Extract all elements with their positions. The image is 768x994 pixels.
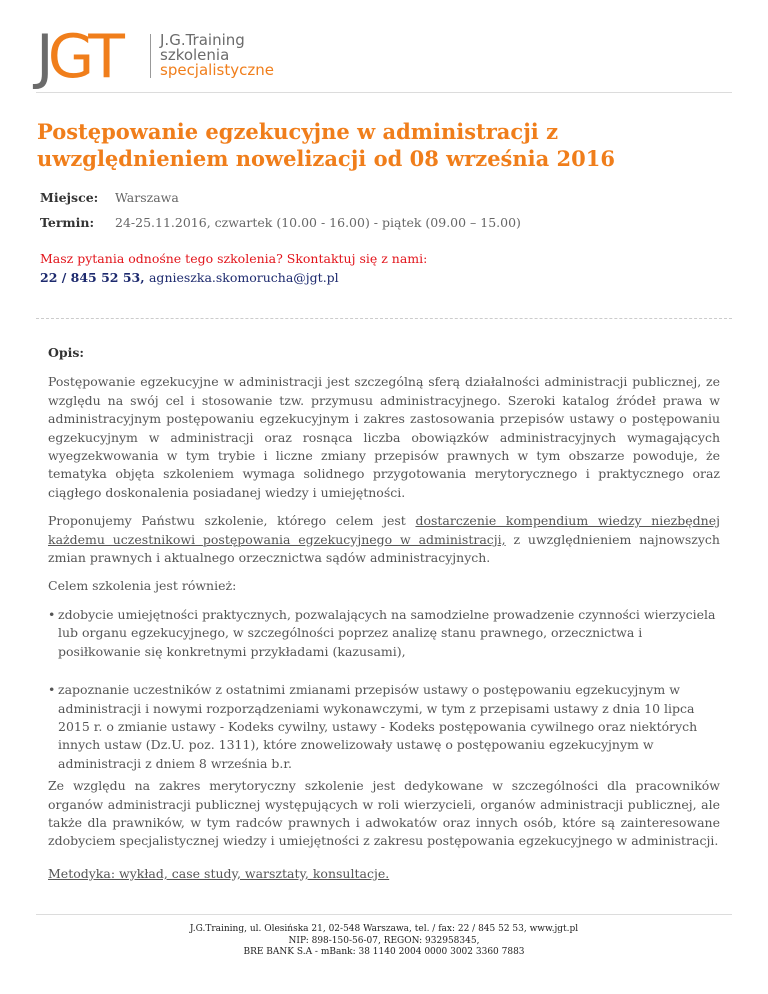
logo-text-brand: J.G.Training xyxy=(160,31,245,49)
methodology: Metodyka: wykład, case study, warsztaty, konsultacje. xyxy=(48,865,390,881)
header-divider xyxy=(36,92,732,93)
p2-start: Proponujemy Państwu szkolenie, którego celem jest xyxy=(48,513,416,529)
description-label: Opis: xyxy=(48,345,85,360)
footer-bank: BRE BANK S.A - mBank: 38 1140 2004 0000 3002 3360 7883 xyxy=(243,947,525,957)
logo-text xyxy=(160,33,274,78)
description-section xyxy=(48,344,720,893)
p2-underlined: dostarczenie kompendium wiedzy niezbędnej każdemu uczestnikowi postępowania egzekucyjnego w administracji, xyxy=(48,513,720,547)
page-header xyxy=(0,0,768,92)
description-paragraph-4: Ze względu na zakres merytoryczny szkolenie jest dedykowane w szczególności dla pracowników organów administracji publicznej występujących w roli wierzycieli, organów administracji publicznej, ale także dla prawników, w tym radców prawnych i adwokatów oraz innych osób, które są zainteresowane zdobyciem specjalistycznej wiedzy i umiejętności z zakresu postępowania egzekucyjnego w administracji. xyxy=(48,778,720,849)
logo-letter-j: J xyxy=(36,22,48,92)
goals-list xyxy=(48,606,720,773)
footer-address: J.G.Training, ul. Olesińska 21, 02-548 Warszawa, tel. / fax: 22 / 845 52 53, www.jgt.pl xyxy=(189,924,579,934)
meta-date-row xyxy=(40,215,521,240)
logo-text-line3: specjalistyczne xyxy=(160,61,274,79)
place-label: Miejsce: xyxy=(40,190,99,205)
place-value: Warszawa xyxy=(115,190,179,205)
footer-divider xyxy=(36,914,732,915)
description-paragraph-3: Celem szkolenia jest również: xyxy=(48,578,237,594)
logo-letter-t: T xyxy=(88,22,119,92)
meta-place-row xyxy=(40,190,521,215)
section-divider xyxy=(36,318,732,319)
contact-separator: , xyxy=(140,270,149,285)
list-item: • zdobycie umiejętności praktycznych, pozwalających na samodzielne prowadzenie czynności wierzyciela lub organu egzekucyjnego, w szczególności poprzez analizę stanu prawnego, orzecznictwa i posiłkowanie się konkretnymi przykładami (kazusami), xyxy=(48,606,720,661)
page-title: Postępowanie egzekucyjne w administracji z uwzględnieniem nowelizacji od 08 września 2016 xyxy=(37,119,615,171)
date-label: Termin: xyxy=(40,215,95,230)
p2-end: z uwzględnieniem najnowszych zmian prawnych i aktualnego orzecznictwa sądów administracyjnych. xyxy=(48,531,720,566)
contact-email-link[interactable]: agnieszka.skomorucha@jgt.pl xyxy=(148,270,339,285)
contact-details xyxy=(40,268,427,287)
logo-divider xyxy=(150,34,151,78)
date-value: 24-25.11.2016, czwartek (10.00 - 16.00) - piątek (09.00 – 15.00) xyxy=(115,215,521,230)
logo-letter-g: G xyxy=(47,22,89,92)
logo-text-line2: szkolenia xyxy=(160,46,230,64)
footer-tax-ids: NIP: 898-150-56-07, REGON: 932958345, xyxy=(288,935,480,946)
description-paragraph-1: Postępowanie egzekucyjne w administracji jest szczególną sferą działalności administracji publicznej, ze względu na swój cel i stosowanie tzw. przymusu administracyjnego. Szeroki katalog źródeł prawa w administracyjnym postępowaniu egzekucyjnym i zakres zastosowania przepisów ustawy o postępowaniu egzekucyjnym w administracji oraz rosnąca liczba obowiązków administracyjnych wymagających wyegzekwowania w tym trybie i liczne zmiany przepisów prawnych w tym obszarze powoduje, że tematyka objęta szkoleniem wymaga solidnego przygotowania merytorycznego i praktycznego oraz ciągłego doskonalenia posiadanej wiedzy i umiejętności. xyxy=(48,374,720,500)
page-footer xyxy=(0,924,768,959)
contact-block xyxy=(40,249,427,287)
list-item: • zapoznanie uczestników z ostatnimi zmianami przepisów ustawy o postępowaniu egzekucyjnym w administracji i nowymi rozporządzeniami wykonawczymi, w tym z przepisami ustawy z dnia 10 lipca 2015 r. o zmianie ustawy - Kodeks cywilny, ustawy - Kodeks postępowania cywilnego oraz niektórych innych ustaw (Dz.U. poz. 1311), które znowelizowały ustawę o postępowaniu egzekucyjnym w administracji z dniem 8 września b.r. xyxy=(48,681,720,773)
training-meta xyxy=(40,190,521,240)
contact-phone[interactable]: 22 / 845 52 53 xyxy=(40,270,141,285)
jgt-logo-mark[interactable] xyxy=(36,22,119,92)
description-paragraph-2 xyxy=(48,512,720,567)
contact-question: Masz pytania odnośne tego szkolenia? Skontaktuj się z nami: xyxy=(40,251,428,266)
